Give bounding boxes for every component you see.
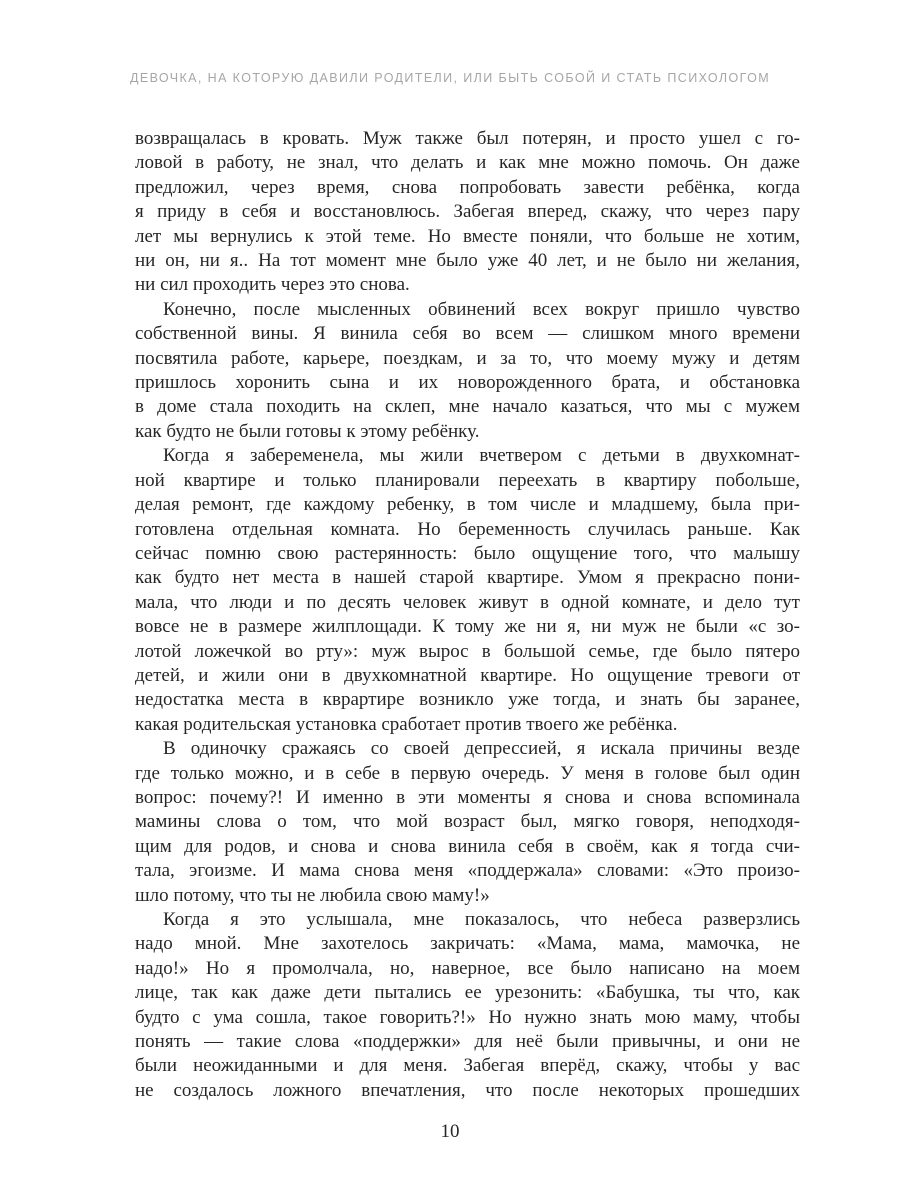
text-line: мала, что люди и по десять человек живут в одной комнате, и дело тут — [135, 591, 800, 613]
page-number: 10 — [440, 1121, 460, 1142]
text-line: недостатка места в кврартире возникло уже тогда, и знать бы заранее, — [135, 689, 800, 711]
text-line: вопрос: почему?! И именно в эти моменты я снова и снова вспоминала — [135, 786, 800, 808]
paragraph — [135, 444, 800, 737]
text-line: детей, и жили они в двухкомнатной квартире. Но ощущение тревоги от — [135, 664, 800, 686]
text-line: предложил, через время, снова попробовать завести ребёнка, когда — [135, 176, 800, 198]
text-line: надо!» Но я промолчала, но, наверное, все было написано на моем — [135, 957, 800, 979]
paragraph — [135, 127, 800, 298]
text-line: ни он, ни я.. На тот момент мне было уже 40 лет, и не было ни желания, — [135, 250, 800, 272]
text-line: надо мной. Мне захотелось закричать: «Мама, мама, мамочка, не — [135, 933, 800, 955]
text-line: щим для родов, и снова и снова винила себя в своём, как я тогда счи- — [135, 835, 800, 857]
text-line: ни сил проходить через это снова. — [135, 274, 410, 296]
text-line: не создалось ложного впечатления, что после некоторых прошедших — [135, 1079, 800, 1101]
text-line: тала, эгоизме. И мама снова меня «поддержала» словами: «Это произо- — [135, 860, 800, 882]
text-line: ловой в работу, не знал, что делать и как мне можно помочь. Он даже — [135, 152, 800, 174]
text-line: сейчас помню свою растерянность: было ощущение того, что малышу — [135, 542, 800, 564]
text-line: вовсе не в размере жилплощади. К тому же ни я, ни муж не были «с зо- — [135, 616, 800, 638]
text-line: В одиночку сражаясь со своей депрессией, я искала причины везде — [163, 738, 800, 760]
text-line: мамины слова о том, что мой возраст был, мягко говоря, неподходя- — [135, 811, 800, 833]
text-line: будто с ума сошла, такое говорить?!» Но нужно знать мою маму, чтобы — [135, 1006, 800, 1028]
text-line: ной квартире и только планировали переехать в квартиру побольше, — [135, 469, 800, 491]
text-line: готовлена отдельная комната. Но беременность случилась раньше. Как — [135, 518, 800, 540]
text-line: понять — такие слова «поддержки» для неё были привычны, и они не — [135, 1031, 800, 1053]
text-line: лотой ложечкой во рту»: муж вырос в большой семье, где было пятеро — [135, 640, 800, 662]
paragraph — [135, 908, 800, 1103]
text-line: в доме стала походить на склеп, мне начало казаться, что мы с мужем — [135, 396, 800, 418]
text-line: пришлось хоронить сына и их новорожденного брата, и обстановка — [135, 372, 800, 394]
text-line: собственной вины. Я винила себя во всем — слишком много времени — [135, 323, 800, 345]
text-line: как будто нет места в нашей старой квартире. Умом я прекрасно пони- — [135, 567, 800, 589]
paragraph — [135, 737, 800, 908]
text-line: лет мы вернулись к этой теме. Но вместе поняли, что больше не хотим, — [135, 225, 800, 247]
text-line: Когда я забеременела, мы жили вчетвером с детьми в двухкомнат- — [163, 445, 800, 467]
paragraph — [135, 298, 800, 444]
text-line: Конечно, после мысленных обвинений всех вокруг пришло чувство — [163, 298, 800, 320]
text-line: делая ремонт, где каждому ребенку, в том числе и младшему, была при- — [135, 494, 800, 516]
text-line: как будто не были готовы к этому ребёнку. — [135, 420, 480, 442]
text-line: посвятила работе, карьере, поездкам, и за то, что моему мужу и детям — [135, 347, 800, 369]
text-line: какая родительская установка сработает против твоего же ребёнка. — [135, 713, 678, 735]
text-line: шло потому, что ты не любила свою маму!» — [135, 884, 490, 906]
text-line: возвращалась в кровать. Муж также был потерян, и просто ушел с го- — [135, 128, 800, 149]
text-line: лице, так как даже дети пытались ее урезонить: «Бабушка, ты что, как — [135, 982, 800, 1004]
text-line: я приду в себя и восстановлюсь. Забегая вперед, скажу, что через пару — [135, 201, 800, 223]
text-block — [135, 127, 800, 1103]
text-line: были неожиданными и для меня. Забегая вперёд, скажу, чтобы у вас — [135, 1055, 800, 1077]
running-header: ДЕВОЧКА, НА КОТОРУЮ ДАВИЛИ РОДИТЕЛИ, ИЛИ БЫТЬ СОБОЙ И СТАТЬ ПСИХОЛОГОМ — [129, 71, 771, 85]
text-line: Когда я это услышала, мне показалось, что небеса разверзлись — [163, 909, 800, 930]
text-line: где только можно, и в себе в первую очередь. У меня в голове был один — [135, 762, 800, 784]
